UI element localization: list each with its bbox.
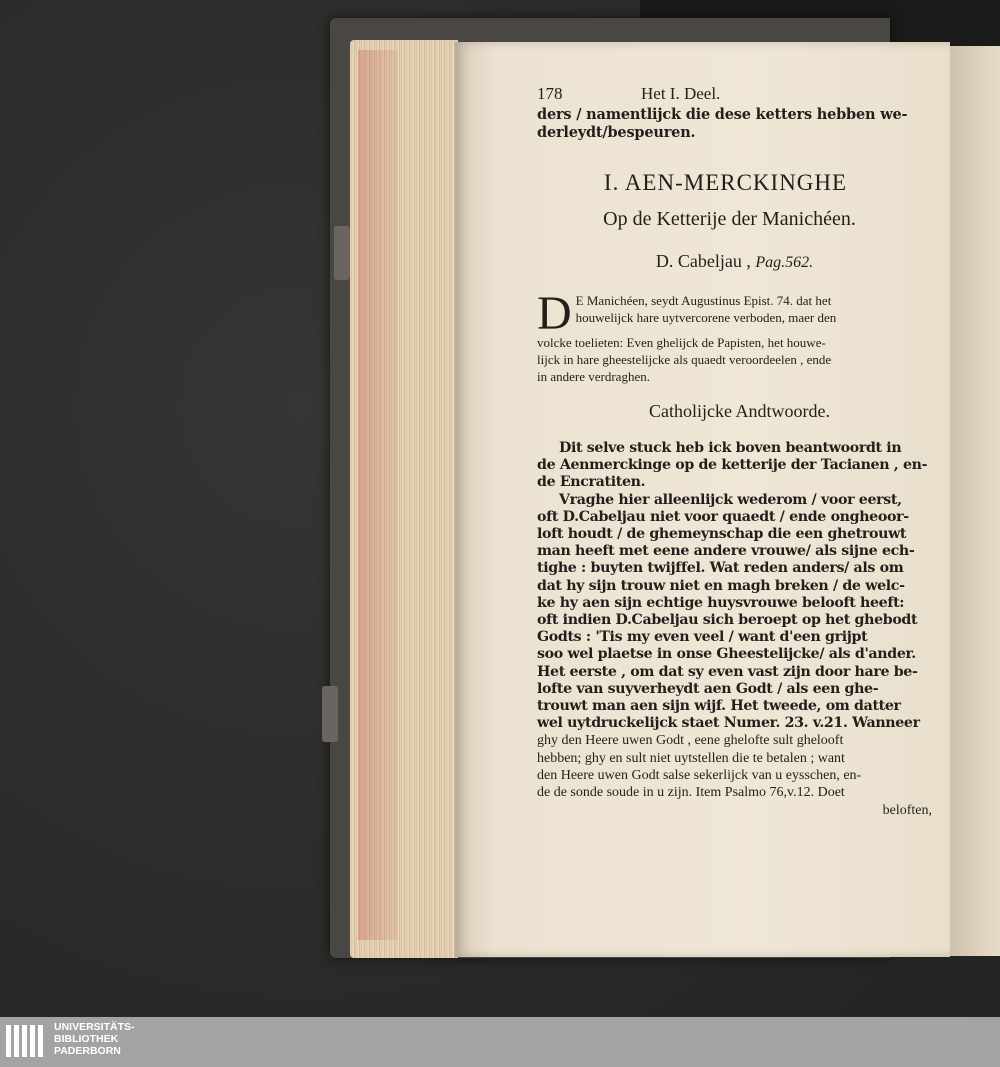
book-page-edges	[350, 40, 458, 958]
body-line: wel uytdruckelijck staet Numer. 23. v.21. Wanneer	[537, 715, 920, 732]
running-head: Het I. Deel.	[641, 84, 721, 103]
answer-heading: Catholijcke Andtwoorde.	[649, 401, 830, 421]
citation-line	[537, 251, 932, 272]
intro-lines	[537, 106, 932, 142]
body-line: Dit selve stuck heb ick boven beantwoordt in	[559, 440, 902, 456]
page-number: 178	[537, 84, 563, 103]
body-line: soo wel plaetse in onse Gheestelijcke/ als d'ander.	[537, 646, 916, 663]
page-text	[537, 84, 932, 819]
library-logo-icon	[6, 1025, 43, 1057]
first-paragraph	[537, 287, 932, 385]
body-line: Vraghe hier alleenlijck wederom / voor eerst,	[559, 491, 902, 508]
library-name-line: BIBLIOTHEK	[54, 1033, 119, 1045]
body-line: dat hy sijn trouw niet en magh breken / de welc-	[537, 577, 905, 594]
intro-line: derleydt/bespeuren.	[537, 124, 696, 141]
paragraph-line: volcke toelieten: Even ghelijck de Papisten, het houwe-	[537, 335, 826, 350]
page-header	[537, 84, 932, 106]
paragraph-line: lijck in hare gheestelijcke als quaedt veroordeelen , ende	[537, 352, 832, 367]
body-line: trouwt man aen sijn wijf. Het tweede, om datter	[537, 698, 901, 715]
library-footer	[0, 1017, 1000, 1067]
body-line: oft D.Cabeljau niet voor quaedt / ende ongheoor-	[537, 508, 909, 525]
body-line: de Encratiten.	[537, 474, 646, 491]
drop-cap: D	[537, 287, 572, 340]
citation-name: D. Cabeljau ,	[655, 251, 751, 271]
body-line: Godts : 'Tis my even veel / want d'een grijpt	[537, 629, 868, 646]
body-line: man heeft met eene andere vrouwe/ als sijne ech-	[537, 543, 915, 560]
paragraph-line: houwelijck hare uytvercorene verboden, maer den	[575, 310, 837, 325]
book-clasp-top	[334, 226, 350, 280]
body-line: ghy den Heere uwen Godt , eene ghelofte sult ghelooft	[537, 733, 844, 749]
library-name-line: PADERBORN	[54, 1045, 121, 1057]
body-line: Het eerste , om dat sy even vast zijn door hare be-	[537, 663, 918, 680]
body-line: de Aenmerckinge op de ketterije der Tacianen , en-	[537, 457, 928, 474]
body-line: loft houdt / de ghemeynschap die een ghetrouwt	[537, 526, 907, 543]
citation-ref: Pag.562.	[755, 254, 814, 271]
body-line: de de sonde soude in u zijn. Item Psalmo 76,v.12. Doet	[537, 785, 845, 801]
paragraph-line: E Manichéen, seydt Augustinus Epist. 74. dat het	[575, 293, 832, 308]
book-clasp-bottom	[322, 686, 338, 742]
library-name-line: UNIVERSITÄTS-	[54, 1021, 135, 1033]
body-line: hebben; ghy en sult niet uytstellen die te betalen ; want	[537, 750, 845, 766]
answer-body	[537, 440, 932, 801]
body-line: oft indien D.Cabeljau sich beroept op het ghebodt	[537, 612, 918, 629]
library-name	[54, 1021, 135, 1057]
body-line: ke hy aen sijn echtige huysvrouwe belooft heeft:	[537, 594, 905, 611]
facing-page-edge	[950, 46, 1000, 956]
catchword: beloften,	[882, 803, 932, 819]
section-title: I. AEN-MERCKINGHE	[603, 170, 848, 195]
paragraph-line: in andere verdraghen.	[537, 369, 650, 384]
section-subtitle: Op de Ketterije der Manichéen.	[603, 208, 856, 230]
body-line: lofte van suyverheydt aen Godt / als een ghe-	[537, 680, 879, 697]
body-line: tighe : buyten twijffel. Wat reden anders/ als om	[537, 560, 904, 577]
body-line: den Heere uwen Godt salse sekerlijck van u eysschen, en-	[537, 767, 862, 783]
intro-line: ders / namentlijck die dese ketters hebben we-	[537, 106, 908, 123]
